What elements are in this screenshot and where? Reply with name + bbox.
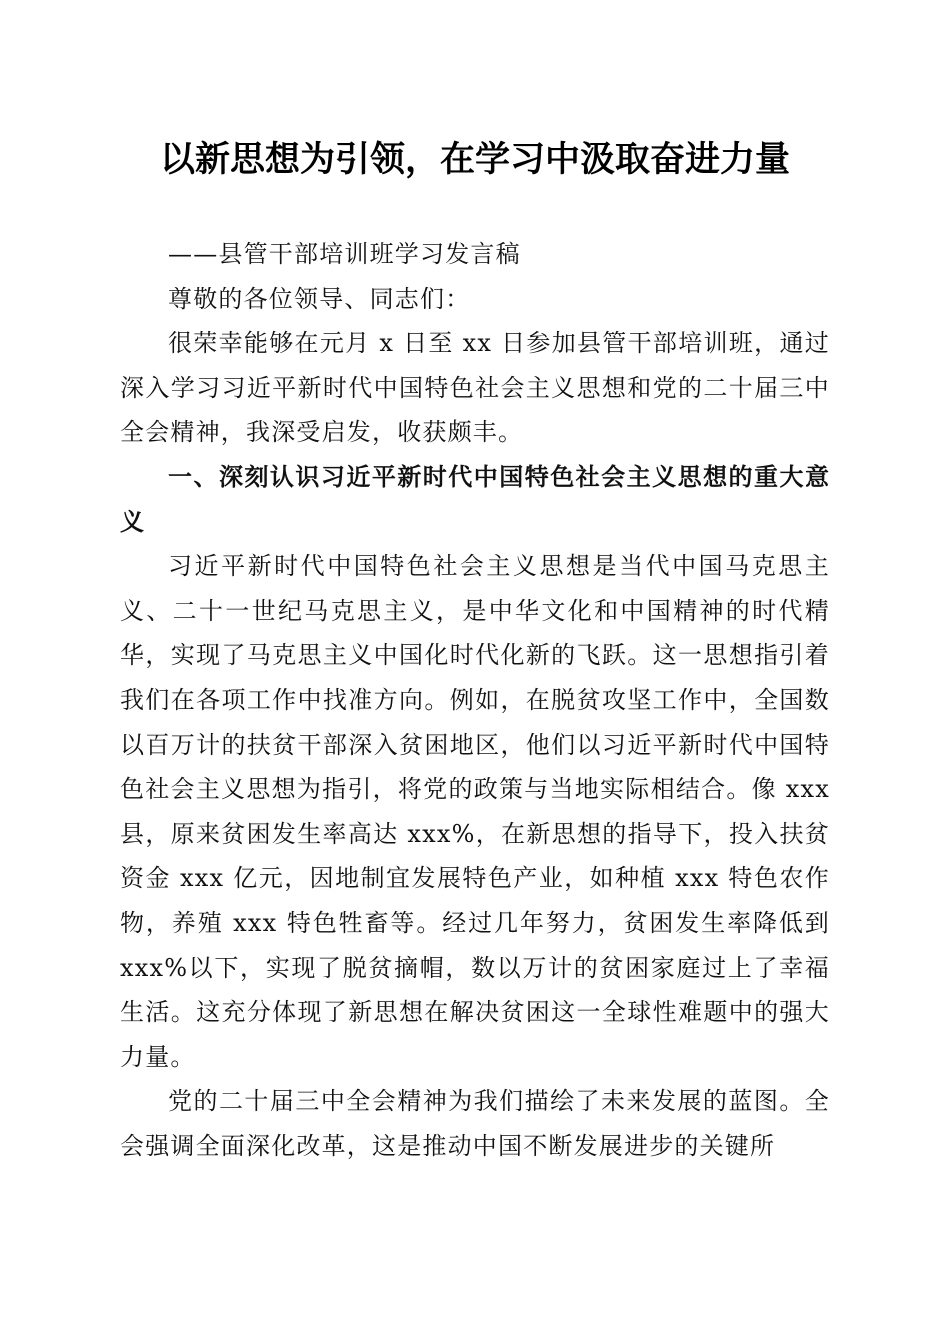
salutation: 尊敬的各位领导、同志们： [168, 284, 471, 313]
document-body [120, 232, 830, 1168]
section1-paragraph-1: 习近平新时代中国特色社会主义思想是当代中国马克思主义、二十一世纪马克思主义，是中华文化和中国精神的时代精华，实现了马克思主义中国化时代化新的飞跃。这一思想指引着我们在各项工作中找准方向。例如，在脱贫攻坚工作中，全国数以百万计的扶贫干部深入贫困地区，他们以习近平新时代中国特色社会主义思想为指引，将党的政策与当地实际相结合。像 xxx 县，原来贫困发生率高达 xxx%，在新思想的指导下，投入扶贫资金 xxx 亿元，因地制宜发展特色产业，如种植 xxx 特色农作物，养殖 xxx 特色牲畜等。经过几年努力，贫困发生率降低到 xxx%以下，实现了脱贫摘帽，数以万计的贫困家庭过上了幸福生活。这充分体现了新思想在解决贫困这一全球性难题中的强大力量。 [120, 552, 830, 1071]
section1-paragraph-2: 党的二十届三中全会精神为我们描绘了未来发展的蓝图。全会强调全面深化改革，这是推动中国不断发展进步的关键所 [120, 1087, 830, 1160]
document-title: 以新思想为引领，在学习中汲取奋进力量 [159, 139, 790, 180]
intro-paragraph: 很荣幸能够在元月 x 日至 xx 日参加县管干部培训班，通过深入学习习近平新时代中国特色社会主义思想和党的二十届三中全会精神，我深受启发，收获颇丰。 [120, 329, 830, 447]
document-subtitle: ——县管干部培训班学习发言稿 [168, 240, 521, 268]
section-heading-1: 一、深刻认识习近平新时代中国特色社会主义思想的重大意义 [120, 462, 830, 536]
